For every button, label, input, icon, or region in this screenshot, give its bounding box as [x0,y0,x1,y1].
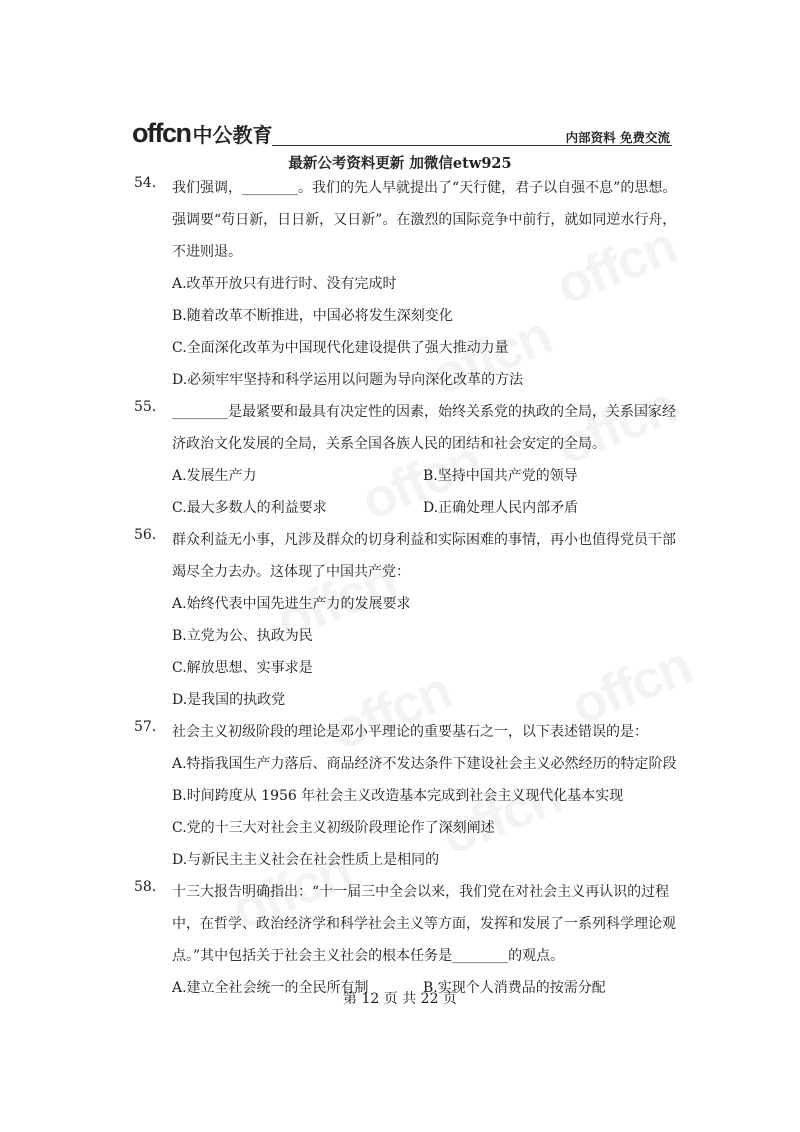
answer-option: B.实现个人消费品的按需分配 [423,980,606,996]
answer-option: D.与新民主主义社会在社会性质上是相同的 [172,852,440,868]
answer-option: A.建立全社会统一的全民所有制 [172,980,369,996]
answer-option: B.立党为公、执政为民 [172,628,313,644]
update-notice: 最新公考资料更新 加微信etw925 [288,155,512,172]
answer-option: A.发展生产力 [172,468,257,484]
question-number: 54． [134,175,166,191]
answer-option: D.正确处理人民内部矛盾 [423,500,579,516]
page-number: 第 12 页 共 22 页 [343,991,457,1007]
question-number: 58． [134,879,166,895]
answer-option: D.必须牢牢坚持和科学运用以问题为导向深化改革的方法 [172,372,524,388]
question-5 [134,876,674,1004]
question-stem-line: 社会主义初级阶段的理论是邓小平理论的重要基石之一，以下表述错误的是： [172,724,648,740]
question-stem-line: 竭尽全力去办。这体现了中国共产党： [172,564,410,580]
question-stem-line: 十三大报告明确指出：“十一届三中全会以来，我们党在对社会主义再认识的过程 [172,884,670,900]
question-1 [134,172,677,396]
answer-option: A.改革开放只有进行时、没有完成时 [172,276,397,292]
option-row [172,460,674,492]
answer-option: C.最大多数人的利益要求 [172,500,327,516]
question-2 [134,396,674,524]
answer-option: C.党的十三大对社会主义初级阶段理论作了深刻阐述 [172,820,495,836]
answer-option: A.始终代表中国先进生产力的发展要求 [172,596,411,612]
option-row [172,492,674,524]
question-stem-line: 济政治文化发展的全局，关系全国各族人民的团结和社会安定的全局。 [172,436,606,452]
question-3 [134,524,674,716]
answer-option: C.全面深化改革为中国现代化建设提供了强大推动力量 [172,340,509,356]
answer-option: D.是我国的执政党 [172,692,286,708]
question-stem-line: ________是最紧要和最具有决定性的因素，始终关系党的执政的全局，关系国家经 [172,404,676,420]
question-stem-line: 群众利益无小事，凡涉及群众的切身利益和实际困难的事情，再小也值得党员干部 [172,532,676,548]
question-number: 56． [134,527,166,543]
answer-option: C.解放思想、实事求是 [172,660,313,676]
logo-text-cn: 中公教育 [192,123,273,147]
logo-text-en: offcn [132,118,191,148]
answer-option: A.特指我国生产力落后、商品经济不发达条件下建设社会主义必然经历的特定阶段 [172,756,677,772]
header-right-text: 内部资料 免费交流 [565,130,670,145]
question-list [134,172,677,1004]
question-number: 57． [134,719,166,735]
question-number: 55． [134,399,166,415]
page-header [132,118,672,150]
question-stem-line: 中，在哲学、政治经济学和科学社会主义等方面，发挥和发展了一系列科学理论观 [172,916,676,932]
answer-option: B.坚持中国共产党的领导 [423,468,578,484]
answer-option: B.时间跨度从 1956 年社会主义改造基本完成到社会主义现代化基本实现 [172,788,624,804]
offcn-logo [132,118,272,149]
question-4 [134,716,677,876]
question-stem-line: 强调要“苟日新，日日新，又日新”。在激烈的国际竞争中前行，就如同逆水行舟， [172,212,677,228]
question-stem-line: 我们强调，________。我们的先人早就提出了“天行健，君子以自强不息”的思想。 [172,180,677,196]
answer-option: B.随着改革不断推进，中国必将发生深刻变化 [172,308,453,324]
question-stem-line: 点。”其中包括关于社会主义社会的根本任务是________的观点。 [172,948,565,964]
question-stem-line: 不进则退。 [172,244,242,260]
